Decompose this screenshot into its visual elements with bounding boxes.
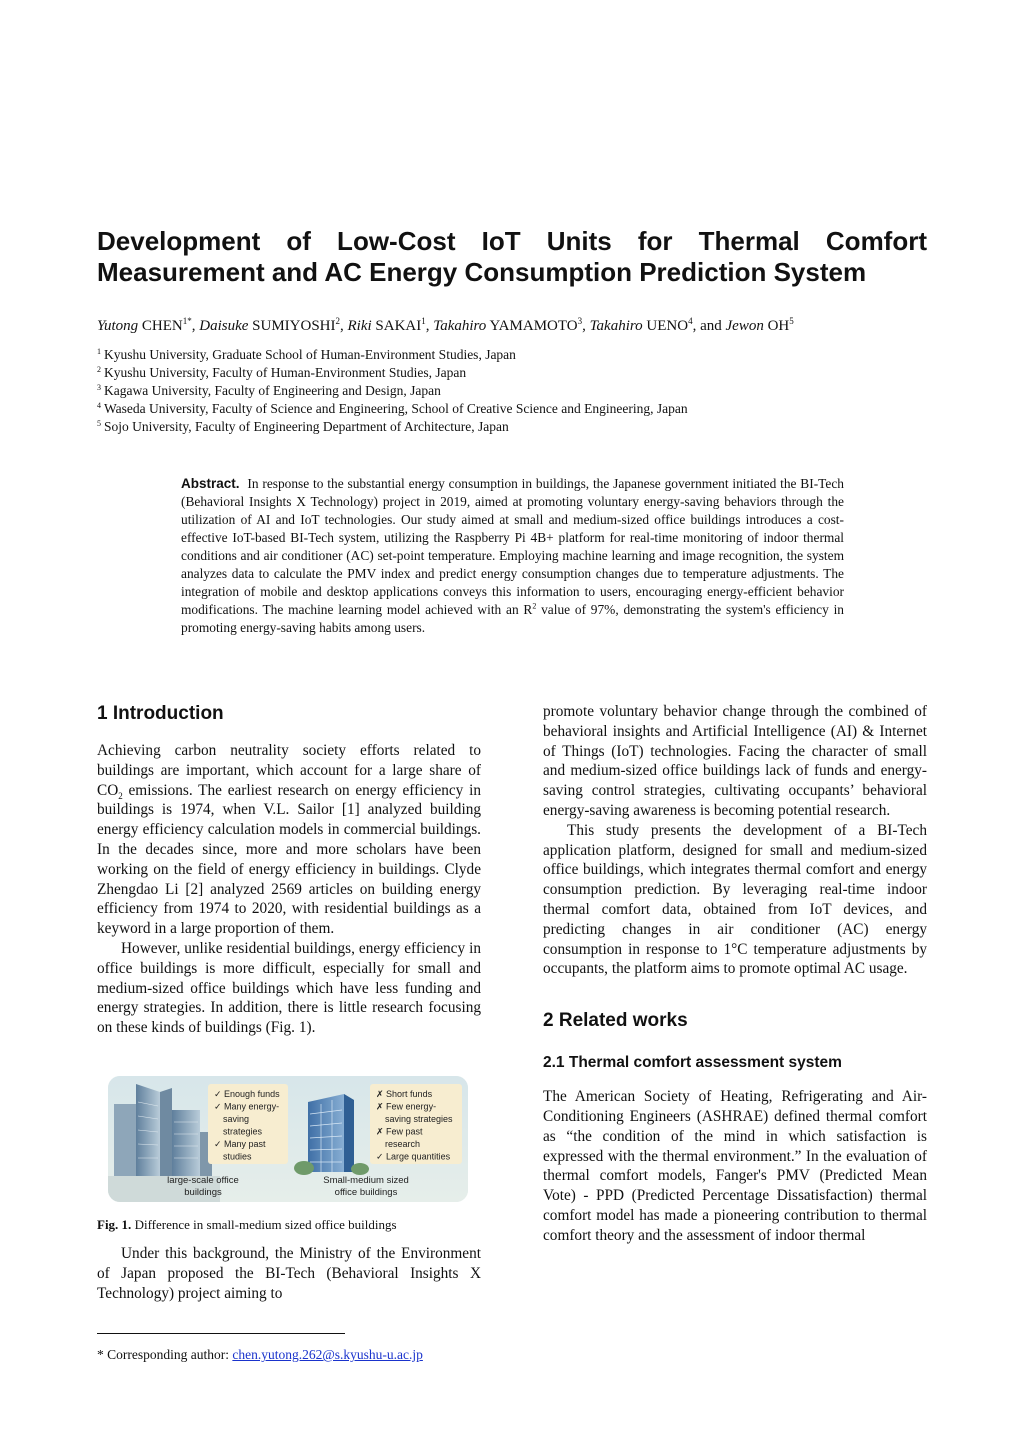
figure-feature-item: ✗ Short funds	[376, 1089, 433, 1099]
figure-feature-item: ✗ Few energy-	[376, 1101, 437, 1112]
section-heading-introduction: 1 Introduction	[97, 703, 224, 724]
paper-title	[97, 226, 927, 288]
large-office-label-2: buildings	[184, 1187, 222, 1198]
figure-feature-item: ✓ Large quantities	[376, 1151, 451, 1162]
right-paragraph-1: promote voluntary behavior change through the combined of behavioral insights and Artificial Intelligence (AI) & Internet of Things (IoT) technologies. Facing the character of small and medium-sized office buildings lack of funds and energy-saving control strategies, cultivating occupants’ behavioral energy-saving awareness is becoming potential research.	[543, 703, 927, 819]
title-line-1: Development of Low-Cost IoT Units for Thermal Comfort	[97, 226, 927, 256]
author-separator: ,	[339, 318, 348, 334]
author-affiliation-marker: 1*	[182, 316, 192, 326]
author-first-name: Daisuke	[199, 318, 249, 334]
affiliation-text: Kyushu University, Faculty of Human-Environment Studies, Japan	[104, 365, 467, 380]
figure-1-caption	[97, 1216, 481, 1234]
affiliation-item	[97, 400, 927, 418]
intro-paragraph-1	[97, 741, 481, 939]
figure-feature-item: studies	[223, 1151, 252, 1162]
affiliation-text: Waseda University, Faculty of Science and Engineering, School of Creative Science and Engineering, Japan	[104, 401, 688, 416]
affiliation-number: 2	[97, 364, 101, 374]
figure-feature-item: research	[385, 1139, 421, 1149]
author-separator: ,	[191, 318, 200, 334]
author-separator: , and	[692, 318, 726, 334]
abstract-text-b: value of 97%, demonstrating the system's efficiency in promoting energy-saving habits among users.	[181, 602, 844, 635]
corresponding-author-email-link[interactable]: chen.yutong.262@s.kyushu-u.ac.jp	[232, 1347, 423, 1362]
author-first-name: Riki	[347, 318, 372, 334]
left-column-after-figure	[97, 1244, 481, 1303]
figure-feature-item: ✓ Many past	[214, 1139, 266, 1149]
affiliation-number: 3	[97, 382, 101, 392]
author-separator: ,	[425, 318, 434, 334]
author-first-name: Takahiro	[433, 318, 487, 334]
figure-feature-item: ✗ Few past	[376, 1126, 423, 1137]
title-line-2: Measurement and AC Energy Consumption Prediction System	[97, 257, 867, 287]
author-last-name: YAMAMOTO	[489, 318, 578, 334]
author-last-name: SAKAI	[375, 318, 422, 334]
author-affiliation-marker: 2	[335, 316, 340, 326]
footnote	[97, 1346, 697, 1364]
abstract-text-a: In response to the substantial energy consumption in buildings, the Japanese government initiated the BI-Tech (Behavioral Insights X Technology) project in 2019, aimed at promoting voluntary energy-saving behaviors through the utilization of AI and IoT technologies. Our study aimed at small and medium-sized office buildings introduces a cost-effective IoT-based BI-Tech system, utilizing the Raspberry Pi 4B+ platform for real-time monitoring of indoor thermal conditions and air conditioner (AC) set-point temperature. Employing machine learning and image recognition, the system analyzes data to calculate the PMV index and predict energy consumption changes due to temperature adjustments. The integration of mobile and desktop applications conveys this information to users, encouraging energy-efficient behavior modifications. The machine learning model achieved with an R	[181, 476, 844, 617]
right-column	[543, 702, 927, 1246]
author-affiliation-marker: 4	[688, 316, 693, 326]
figure-feature-item: saving strategies	[385, 1114, 453, 1124]
right-paragraph-2: This study presents the development of a BI-Tech application platform, designed for small and medium-sized office buildings, which integrates thermal comfort and energy consumption prediction. By leveraging real-time indoor thermal comfort data, obtained from IoT devices, and predicting changes in air conditioner (AC) energy consumption in response to 1°C temperature adjustments by occupants, the platform aims to promote optimal AC usage.	[543, 821, 927, 978]
author-affiliation-marker: 1	[421, 316, 426, 326]
author-affiliation-marker: 5	[789, 316, 794, 326]
figure-feature-item: ✓ Enough funds	[214, 1089, 280, 1099]
affiliation-text: Kyushu University, Graduate School of Human-Environment Studies, Japan	[104, 347, 516, 362]
affiliation-item	[97, 346, 927, 364]
figure-caption-label: Fig. 1.	[97, 1217, 132, 1232]
affiliation-list	[97, 346, 927, 436]
intro-p1-sub: 2	[118, 790, 123, 801]
large-office-label-1: large-scale office	[167, 1175, 239, 1186]
figure-1-illustration	[108, 1076, 468, 1202]
intro-p1-a: Achieving carbon neutrality society efforts related to buildings are important, which account for a large share of CO	[97, 742, 481, 799]
author-first-name: Takahiro	[589, 318, 643, 334]
small-office-label-1: Small-medium sized	[323, 1175, 409, 1186]
author-first-name: Jewon	[725, 318, 764, 334]
affiliation-number: 5	[97, 418, 101, 428]
abstract-label: Abstract.	[181, 476, 240, 491]
intro-paragraph-2: However, unlike residential buildings, energy efficiency in office buildings is more difficult, especially for small and medium-sized office buildings which have less funding and energy strategies. In addition, there is little research focusing on these kinds of buildings (Fig. 1).	[97, 939, 481, 1037]
author-affiliation-marker: 3	[577, 316, 583, 326]
figure-caption-text: Difference in small-medium sized office buildings	[131, 1217, 397, 1232]
subsection-heading-thermal-comfort: 2.1 Thermal comfort assessment system	[543, 1054, 842, 1072]
abstract-sup: 2	[532, 601, 537, 611]
author-last-name: CHEN	[141, 318, 183, 334]
figure-1	[108, 1076, 468, 1202]
affiliation-text: Sojo University, Faculty of Engineering Department of Architecture, Japan	[104, 419, 509, 434]
author-separator: ,	[582, 318, 590, 334]
author-list	[97, 316, 927, 336]
left-column	[97, 702, 481, 1038]
abstract	[181, 475, 844, 637]
figure-feature-item: strategies	[223, 1126, 263, 1137]
intro-p1-b: emissions. The earliest research on energy efficiency in buildings is 1974, when V.L. Sailor [1] analyzed building energy efficiency calculation models in commercial buildings. In the decades since, more and more scholars have been working on the field of energy efficiency in buildings. Clyde Zhengdao Li [2] analyzed 2569 articles on building energy efficiency from 1974 to 2020, with residential buildings as a keyword in a large proportion of them.	[97, 781, 481, 938]
author-last-name: SUMIYOSHI	[252, 318, 336, 334]
related-paragraph-1: The American Society of Heating, Refrigerating and Air-Conditioning Engineers (ASHRAE) defined thermal comfort as “the condition of the mind in which satisfaction is expressed with the thermal environment.” In the evaluation of thermal comfort models, Fanger's PMV (Predicted Mean Vote) - PPD (Predicted Percentage Dissatisfaction) thermal comfort model has made a pioneering contribution to thermal comfort theory and the assessment of indoor thermal	[543, 1088, 927, 1244]
small-office-label-2: office buildings	[334, 1187, 398, 1198]
affiliation-number: 4	[97, 400, 101, 410]
author-last-name: UENO	[646, 318, 689, 334]
author-last-name: OH	[767, 318, 790, 334]
affiliation-number: 1	[97, 346, 101, 356]
figure-feature-item: saving	[223, 1114, 250, 1124]
affiliation-item	[97, 364, 927, 382]
section-heading-related-works: 2 Related works	[543, 1010, 688, 1032]
footnote-divider	[97, 1333, 345, 1334]
author-first-name: Yutong	[97, 318, 139, 334]
intro-paragraph-3: Under this background, the Ministry of the Environment of Japan proposed the BI-Tech (Behavioral Insights X Technology) project aiming to	[97, 1245, 481, 1302]
affiliation-text: Kagawa University, Faculty of Engineering and Design, Japan	[104, 383, 441, 398]
figure-feature-item: ✓ Many energy-	[214, 1101, 280, 1112]
affiliation-item	[97, 418, 927, 436]
affiliation-item	[97, 382, 927, 400]
footnote-text: * Corresponding author:	[97, 1347, 233, 1362]
